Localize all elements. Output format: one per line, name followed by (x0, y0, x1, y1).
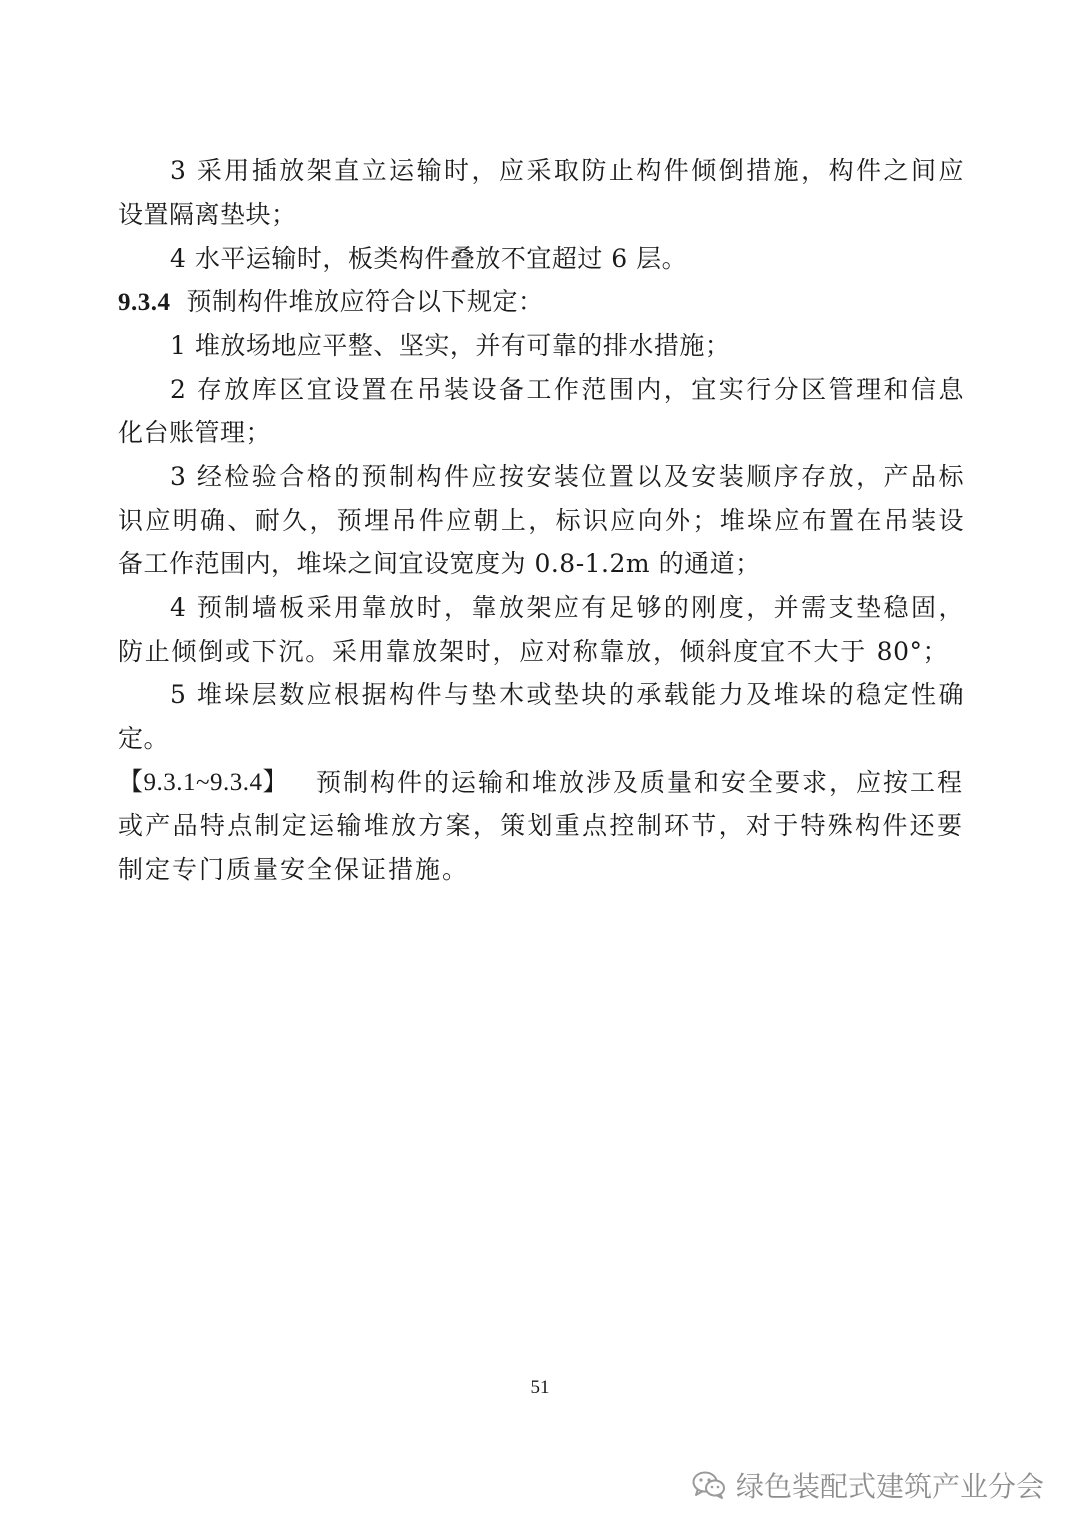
commentary-text: 预制构件的运输和堆放涉及质量和安全要求，应按工程 (315, 768, 964, 797)
paragraph-line: 备工作范围内，堆垛之间宜设宽度为 0.8-1.2m 的通道； (118, 549, 761, 578)
commentary-reference: 【9.3.1~9.3.4】 (118, 769, 289, 796)
wechat-icon (692, 1470, 726, 1500)
commentary-line: 或产品特点制定运输堆放方案，策划重点控制环节，对于特殊构件还要 (118, 811, 964, 840)
commentary-line (118, 768, 964, 798)
section-title: 预制构件堆放应符合以下规定： (186, 287, 544, 316)
paragraph-line: 化台账管理； (118, 418, 272, 447)
watermark (692, 1465, 1044, 1505)
page-number: 51 (530, 1377, 550, 1398)
paragraph-line: 3 采用插放架直立运输时，应采取防止构件倾倒措施，构件之间应 (170, 156, 964, 185)
paragraph-line: 4 预制墙板采用靠放时，靠放架应有足够的刚度，并需支垫稳固， (170, 593, 964, 622)
paragraph-line: 设置隔离垫块； (118, 200, 297, 229)
paragraph-line: 防止倾倒或下沉。采用靠放架时，应对称靠放，倾斜度宜不大于 80°； (118, 637, 948, 666)
paragraph-line: 识应明确、耐久，预埋吊件应朝上，标识应向外；堆垛应布置在吊装设 (118, 506, 964, 535)
paragraph-line: 5 堆垛层数应根据构件与垫木或垫块的承载能力及堆垛的稳定性确 (170, 680, 964, 709)
commentary-line: 制定专门质量安全保证措施。 (118, 855, 470, 884)
paragraph-line: 2 存放库区宜设置在吊装设备工作范围内，宜实行分区管理和信息 (170, 375, 964, 404)
paragraph-line: 3 经检验合格的预制构件应按安装位置以及安装顺序存放，产品标 (170, 462, 964, 491)
watermark-text: 绿色装配式建筑产业分会 (735, 1470, 1044, 1503)
section-number: 9.3.4 (118, 289, 171, 316)
paragraph-line: 4 水平运输时，板类构件叠放不宜超过 6 层。 (170, 244, 688, 273)
paragraph-line: 定。 (118, 724, 170, 753)
paragraph-line: 1 堆放场地应平整、坚实，并有可靠的排水措施； (170, 331, 731, 360)
section-heading (118, 287, 544, 318)
